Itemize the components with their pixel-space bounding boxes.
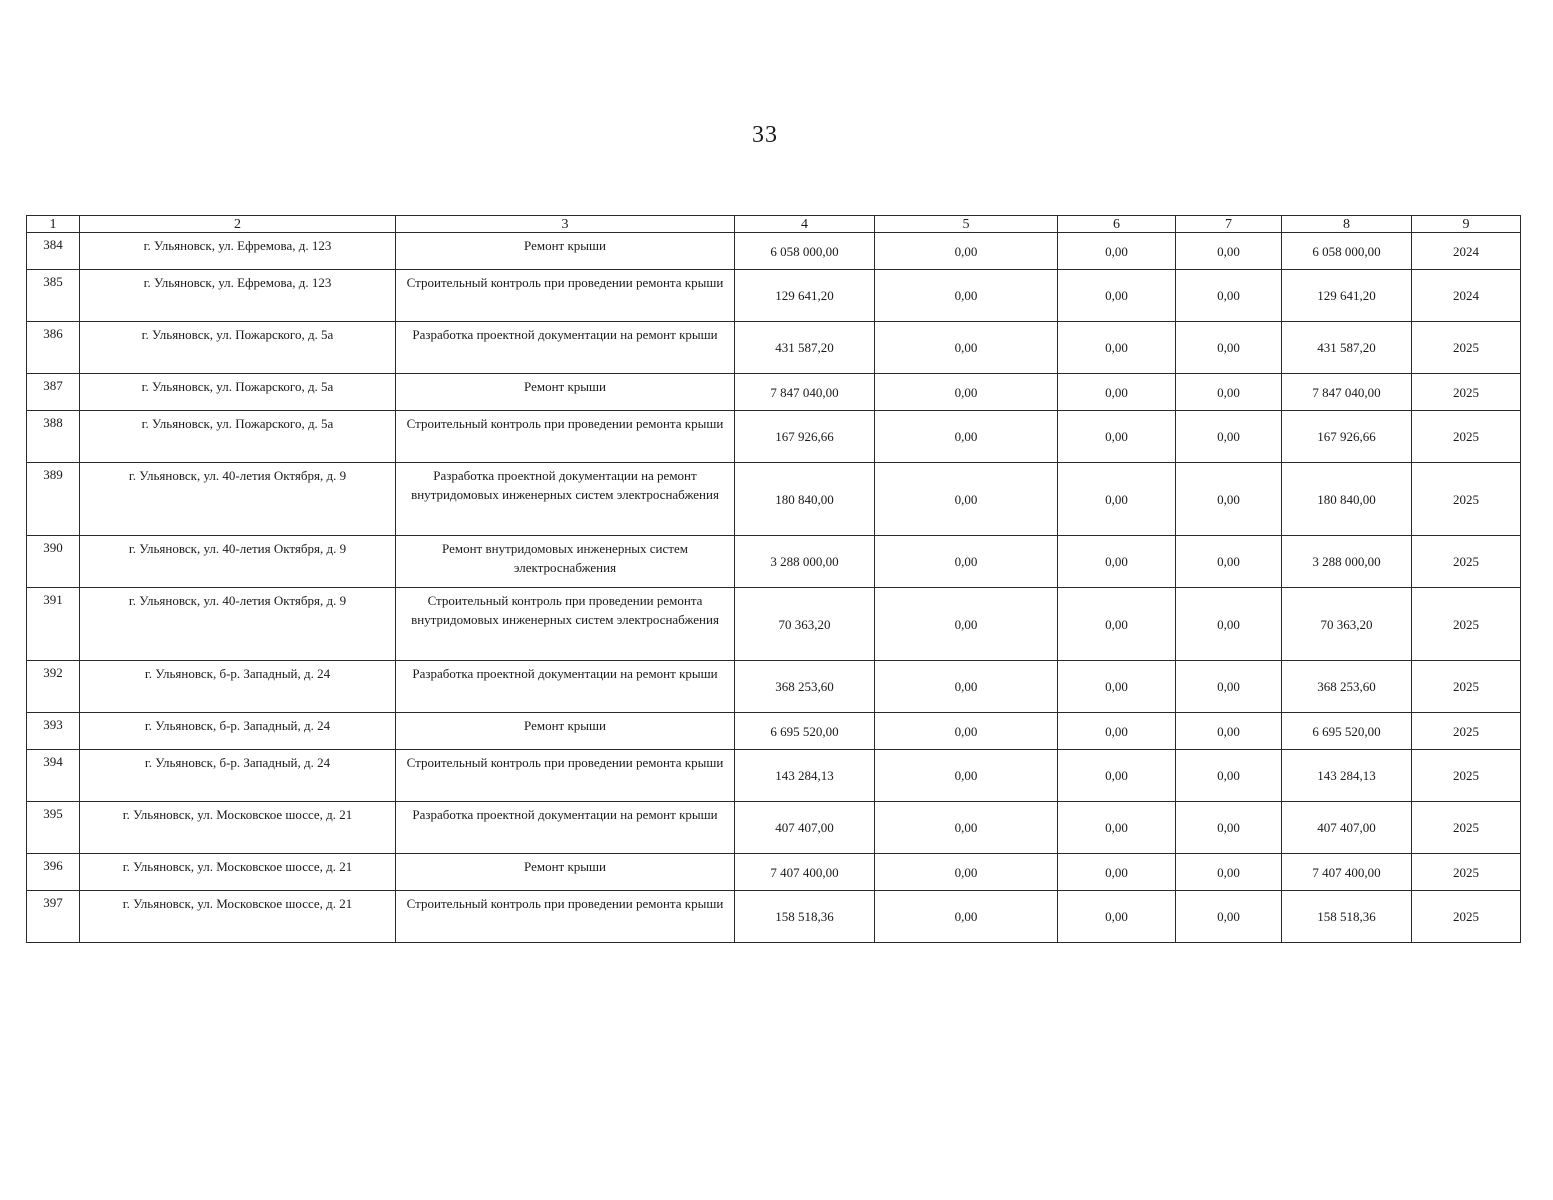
year-cell: 2025 <box>1412 322 1521 374</box>
work-type-cell: Строительный контроль при проведении ремонта крыши <box>396 750 735 802</box>
year-cell: 2025 <box>1412 661 1521 713</box>
works-table-container <box>26 215 1520 943</box>
col-8-value: 129 641,20 <box>1282 270 1412 322</box>
header-row <box>27 216 1521 233</box>
col-6-value: 0,00 <box>1058 802 1176 854</box>
header-col-1: 1 <box>27 216 80 233</box>
col-6-value: 0,00 <box>1058 588 1176 661</box>
row-number: 396 <box>27 854 80 891</box>
year-cell: 2025 <box>1412 713 1521 750</box>
row-number: 395 <box>27 802 80 854</box>
header-col-4: 4 <box>735 216 875 233</box>
col-5-value: 0,00 <box>875 661 1058 713</box>
col-7-value: 0,00 <box>1176 374 1282 411</box>
col-7-value: 0,00 <box>1176 891 1282 943</box>
col-7-value: 0,00 <box>1176 536 1282 588</box>
year-cell: 2025 <box>1412 891 1521 943</box>
work-type-cell: Ремонт крыши <box>396 233 735 270</box>
col-5-value: 0,00 <box>875 750 1058 802</box>
col-7-value: 0,00 <box>1176 588 1282 661</box>
header-col-8: 8 <box>1282 216 1412 233</box>
page-number: 33 <box>752 122 778 148</box>
row-number: 394 <box>27 750 80 802</box>
work-type-cell: Строительный контроль при проведении ремонта внутридомовых инженерных систем электроснабжения <box>396 588 735 661</box>
address-cell: г. Ульяновск, ул. Московское шоссе, д. 21 <box>80 891 396 943</box>
col-8-value: 7 847 040,00 <box>1282 374 1412 411</box>
work-type-cell: Ремонт крыши <box>396 713 735 750</box>
year-cell: 2025 <box>1412 750 1521 802</box>
row-number: 397 <box>27 891 80 943</box>
col-4-value: 3 288 000,00 <box>735 536 875 588</box>
work-type-cell: Ремонт крыши <box>396 374 735 411</box>
row-number: 391 <box>27 588 80 661</box>
work-type-cell: Строительный контроль при проведении ремонта крыши <box>396 411 735 463</box>
col-8-value: 431 587,20 <box>1282 322 1412 374</box>
col-6-value: 0,00 <box>1058 374 1176 411</box>
col-5-value: 0,00 <box>875 322 1058 374</box>
col-4-value: 143 284,13 <box>735 750 875 802</box>
row-number: 393 <box>27 713 80 750</box>
col-5-value: 0,00 <box>875 802 1058 854</box>
year-cell: 2024 <box>1412 233 1521 270</box>
row-number: 387 <box>27 374 80 411</box>
address-cell: г. Ульяновск, ул. Ефремова, д. 123 <box>80 233 396 270</box>
work-type-cell: Ремонт крыши <box>396 854 735 891</box>
work-type-cell: Ремонт внутридомовых инженерных систем электроснабжения <box>396 536 735 588</box>
col-6-value: 0,00 <box>1058 750 1176 802</box>
row-number: 388 <box>27 411 80 463</box>
col-6-value: 0,00 <box>1058 233 1176 270</box>
col-8-value: 143 284,13 <box>1282 750 1412 802</box>
col-4-value: 167 926,66 <box>735 411 875 463</box>
col-4-value: 7 407 400,00 <box>735 854 875 891</box>
col-4-value: 6 058 000,00 <box>735 233 875 270</box>
col-5-value: 0,00 <box>875 536 1058 588</box>
col-8-value: 167 926,66 <box>1282 411 1412 463</box>
col-6-value: 0,00 <box>1058 322 1176 374</box>
address-cell: г. Ульяновск, ул. Московское шоссе, д. 21 <box>80 802 396 854</box>
work-type-cell: Разработка проектной документации на ремонт крыши <box>396 322 735 374</box>
row-number: 392 <box>27 661 80 713</box>
year-cell: 2025 <box>1412 588 1521 661</box>
col-5-value: 0,00 <box>875 463 1058 536</box>
table-row <box>27 233 1521 270</box>
header-col-7: 7 <box>1176 216 1282 233</box>
table-row <box>27 891 1521 943</box>
address-cell: г. Ульяновск, ул. 40-летия Октября, д. 9 <box>80 536 396 588</box>
col-7-value: 0,00 <box>1176 411 1282 463</box>
year-cell: 2025 <box>1412 463 1521 536</box>
row-number: 386 <box>27 322 80 374</box>
table-row <box>27 270 1521 322</box>
work-type-cell: Строительный контроль при проведении ремонта крыши <box>396 270 735 322</box>
col-5-value: 0,00 <box>875 374 1058 411</box>
col-8-value: 70 363,20 <box>1282 588 1412 661</box>
col-6-value: 0,00 <box>1058 411 1176 463</box>
header-col-6: 6 <box>1058 216 1176 233</box>
table-row <box>27 374 1521 411</box>
col-5-value: 0,00 <box>875 713 1058 750</box>
col-4-value: 158 518,36 <box>735 891 875 943</box>
year-cell: 2025 <box>1412 374 1521 411</box>
col-8-value: 3 288 000,00 <box>1282 536 1412 588</box>
col-7-value: 0,00 <box>1176 750 1282 802</box>
table-row <box>27 322 1521 374</box>
address-cell: г. Ульяновск, ул. 40-летия Октября, д. 9 <box>80 588 396 661</box>
table-row <box>27 713 1521 750</box>
row-number: 389 <box>27 463 80 536</box>
work-type-cell: Разработка проектной документации на ремонт внутридомовых инженерных систем электроснабжения <box>396 463 735 536</box>
address-cell: г. Ульяновск, ул. Московское шоссе, д. 21 <box>80 854 396 891</box>
table-row <box>27 588 1521 661</box>
header-col-9: 9 <box>1412 216 1521 233</box>
table-row <box>27 802 1521 854</box>
works-table <box>26 215 1521 943</box>
address-cell: г. Ульяновск, ул. Пожарского, д. 5а <box>80 322 396 374</box>
col-7-value: 0,00 <box>1176 270 1282 322</box>
table-row <box>27 463 1521 536</box>
col-4-value: 129 641,20 <box>735 270 875 322</box>
address-cell: г. Ульяновск, б-р. Западный, д. 24 <box>80 713 396 750</box>
col-7-value: 0,00 <box>1176 233 1282 270</box>
col-6-value: 0,00 <box>1058 891 1176 943</box>
address-cell: г. Ульяновск, б-р. Западный, д. 24 <box>80 661 396 713</box>
table-row <box>27 536 1521 588</box>
table-row <box>27 750 1521 802</box>
col-4-value: 368 253,60 <box>735 661 875 713</box>
col-8-value: 407 407,00 <box>1282 802 1412 854</box>
col-8-value: 6 058 000,00 <box>1282 233 1412 270</box>
col-6-value: 0,00 <box>1058 536 1176 588</box>
col-4-value: 70 363,20 <box>735 588 875 661</box>
col-5-value: 0,00 <box>875 270 1058 322</box>
work-type-cell: Разработка проектной документации на ремонт крыши <box>396 802 735 854</box>
work-type-cell: Разработка проектной документации на ремонт крыши <box>396 661 735 713</box>
table-row <box>27 854 1521 891</box>
col-6-value: 0,00 <box>1058 270 1176 322</box>
col-6-value: 0,00 <box>1058 713 1176 750</box>
col-4-value: 431 587,20 <box>735 322 875 374</box>
col-5-value: 0,00 <box>875 411 1058 463</box>
col-7-value: 0,00 <box>1176 463 1282 536</box>
col-5-value: 0,00 <box>875 854 1058 891</box>
header-col-5: 5 <box>875 216 1058 233</box>
year-cell: 2025 <box>1412 536 1521 588</box>
col-8-value: 7 407 400,00 <box>1282 854 1412 891</box>
col-4-value: 7 847 040,00 <box>735 374 875 411</box>
address-cell: г. Ульяновск, ул. 40-летия Октября, д. 9 <box>80 463 396 536</box>
col-8-value: 180 840,00 <box>1282 463 1412 536</box>
col-4-value: 6 695 520,00 <box>735 713 875 750</box>
col-5-value: 0,00 <box>875 233 1058 270</box>
address-cell: г. Ульяновск, ул. Ефремова, д. 123 <box>80 270 396 322</box>
col-7-value: 0,00 <box>1176 854 1282 891</box>
year-cell: 2024 <box>1412 270 1521 322</box>
row-number: 385 <box>27 270 80 322</box>
col-8-value: 368 253,60 <box>1282 661 1412 713</box>
header-col-2: 2 <box>80 216 396 233</box>
col-6-value: 0,00 <box>1058 661 1176 713</box>
col-7-value: 0,00 <box>1176 661 1282 713</box>
year-cell: 2025 <box>1412 802 1521 854</box>
table-row <box>27 661 1521 713</box>
address-cell: г. Ульяновск, б-р. Западный, д. 24 <box>80 750 396 802</box>
col-6-value: 0,00 <box>1058 854 1176 891</box>
year-cell: 2025 <box>1412 411 1521 463</box>
address-cell: г. Ульяновск, ул. Пожарского, д. 5а <box>80 411 396 463</box>
col-7-value: 0,00 <box>1176 322 1282 374</box>
work-type-cell: Строительный контроль при проведении ремонта крыши <box>396 891 735 943</box>
header-col-3: 3 <box>396 216 735 233</box>
col-8-value: 158 518,36 <box>1282 891 1412 943</box>
col-8-value: 6 695 520,00 <box>1282 713 1412 750</box>
col-6-value: 0,00 <box>1058 463 1176 536</box>
row-number: 390 <box>27 536 80 588</box>
table-body <box>27 233 1521 943</box>
col-5-value: 0,00 <box>875 588 1058 661</box>
col-7-value: 0,00 <box>1176 802 1282 854</box>
year-cell: 2025 <box>1412 854 1521 891</box>
col-4-value: 180 840,00 <box>735 463 875 536</box>
address-cell: г. Ульяновск, ул. Пожарского, д. 5а <box>80 374 396 411</box>
col-4-value: 407 407,00 <box>735 802 875 854</box>
row-number: 384 <box>27 233 80 270</box>
table-row <box>27 411 1521 463</box>
col-5-value: 0,00 <box>875 891 1058 943</box>
col-7-value: 0,00 <box>1176 713 1282 750</box>
